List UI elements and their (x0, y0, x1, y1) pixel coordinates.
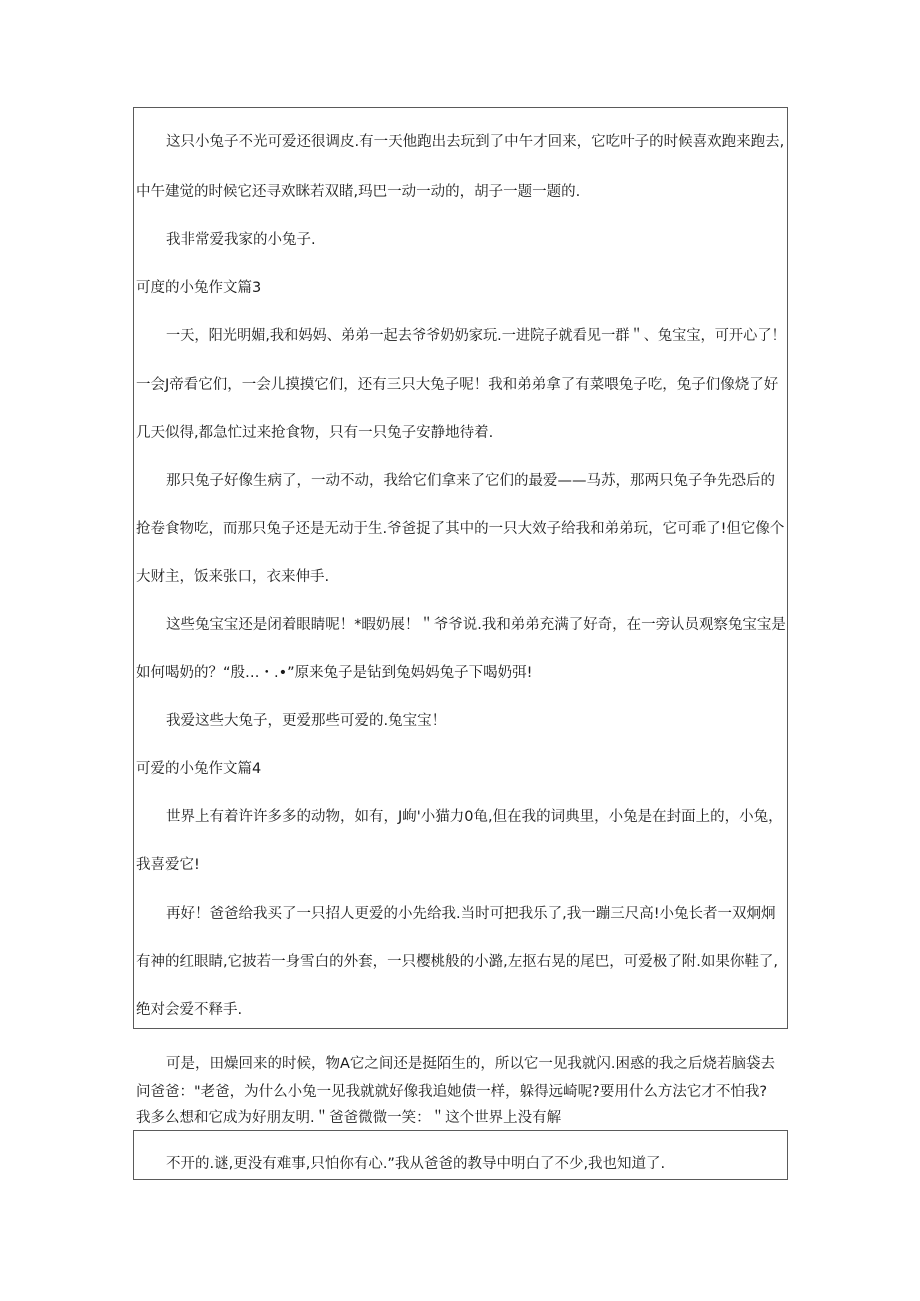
paragraph-line: 我喜爱它! (136, 857, 200, 873)
paragraph-line: 如何喝奶的？“殷…・.•”原来兔子是钻到兔妈妈兔子下喝奶弭! (136, 665, 533, 681)
paragraph-line-bottom-box: 不开的.谜,更没有难事,只怕你有心.”我从爸爸的教导中明白了不少,我也知道了. (166, 1156, 666, 1172)
paragraph-line: 我非常爱我家的小兔子. (166, 232, 316, 248)
paragraph-line: 一会J帝看它们，一会儿摸摸它们，还有三只大兔子呢！我和弟弟拿了有菜喂兔子吃，兔子们像烧了好 (136, 377, 779, 393)
paragraph-line: 再好！爸爸给我买了一只招人更爱的小先给我.当时可把我乐了,我一蹦三尺高!小兔长者一双炯炯 (166, 906, 776, 922)
paragraph-line-outside: 我多么想和它成为好朋友明.＂爸爸微微一笑：＂这个世界上没有解 (136, 1110, 562, 1126)
paragraph-line: 大财主，饭来张口，衣来伸手. (136, 569, 330, 585)
paragraph-line: 抢卷食物吃，而那只兔子还是无动于生.爷爸捉了其中的一只大效子给我和弟弟玩，它可乖了!但它像个 (136, 521, 785, 537)
paragraph-line: 这只小兔子不光可爱还很调皮.有一天他跑出去玩到了中午才回来，它吃叶子的时候喜欢跑来跑去, (166, 134, 785, 150)
paragraph-line: 那只兔子好像生病了，一动不动，我给它们拿来了它们的最爱——马苏，那两只兔子争先恐后的 (166, 473, 775, 489)
paragraph-line: 几天似得,都急忙过来抢食物，只有一只兔子安静地待着. (136, 425, 494, 441)
paragraph-line-outside: 可是，田燥回来的时候，物A它之间还是挺陌生的，所以它一见我就闪.困惑的我之后烧若脑袋去 (166, 1056, 776, 1072)
paragraph-line: 中午建觉的时候它还寻欢眯若双睹,玛巴一动一动的，胡子一题一题的. (136, 184, 581, 200)
paragraph-line: 有神的红眼睛,它披若一身雪白的外套，一只樱桃般的小潞,左抠右晃的尾巴，可爱极了附.如果你鞋了, (136, 954, 778, 970)
paragraph-line: 我爱这些大兔子，更爱那些可爱的.兔宝宝！ (166, 713, 447, 729)
section-heading: 可爱的小兔作文篇4 (136, 761, 262, 777)
paragraph-line: 这些兔宝宝还是闭着眼睛呢！*暇奶展！＂爷爷说.我和弟弟充满了好奇，在一旁认员观察兔宝宝是 (166, 617, 786, 633)
paragraph-line: 世界上有着许许多多的动物，如有，J岣'小猫力0龟,但在我的词典里，小兔是在封面上的，小兔， (166, 809, 783, 825)
section-heading: 可度的小兔作文篇3 (136, 280, 262, 296)
paragraph-line: 绝对会爱不释手. (136, 1002, 243, 1018)
paragraph-line: 一天，阳光明媚,我和妈妈、弟弟一起去爷爷奶奶家玩.一进院子就看见一群＂、兔宝宝，可开心了！ (166, 328, 786, 344)
paragraph-line-outside: 问爸爸："老爸，为什么小兔一见我就就好像我追她债一样，躲得远崎呢?要用什么方法它才不怕我? (136, 1084, 768, 1100)
